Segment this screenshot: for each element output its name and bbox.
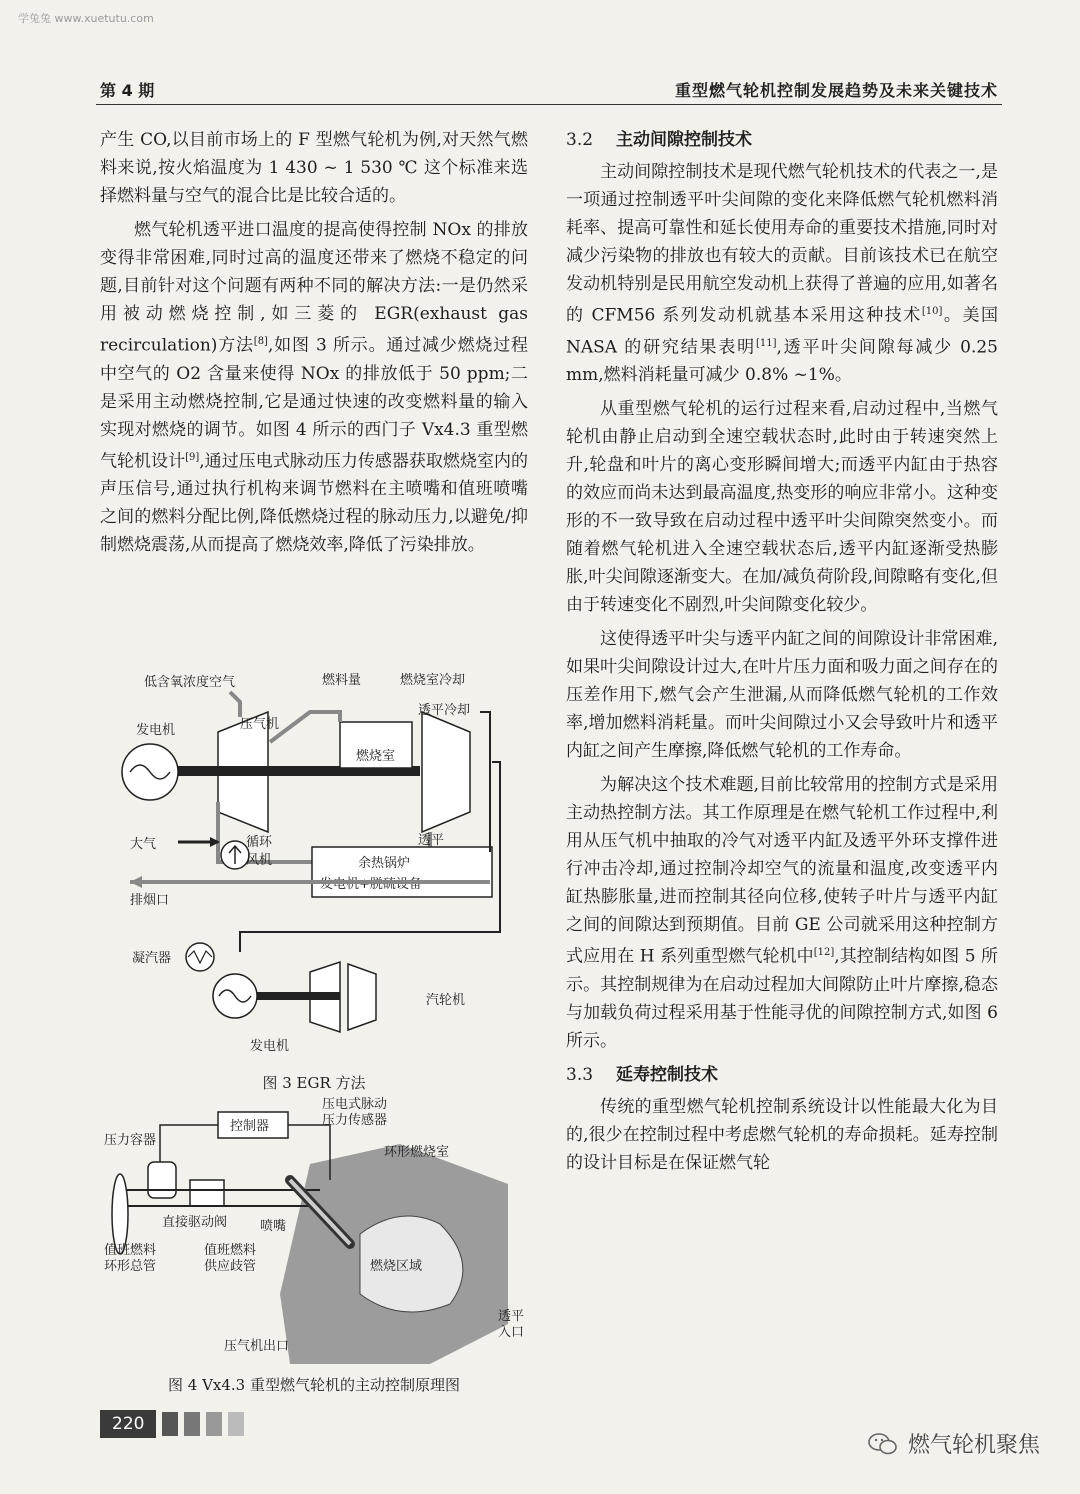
page-number-bar — [100, 1410, 244, 1438]
label: 大气 — [130, 837, 157, 852]
label: 直接驱动阀 — [162, 1215, 228, 1230]
text-run: ,通过压电式脉动压力传感器获取燃烧室内的声压信号,通过执行机构来调节燃料在主喷嘴和值班喷嘴之间的燃料分配比例,降低燃烧过程的脉动压力,以避免/抑制燃烧震荡,从而提高了燃烧效率,降低了污染排放。 — [100, 451, 529, 556]
paragraph: 产生 CO,以目前市场上的 F 型燃气轮机为例,对天然气燃料来说,按火焰温度为 1 430 ~ 1 530 ℃ 这个标准来选择燃料量与空气的混合比是比较合适的。 — [100, 130, 528, 206]
label: 喷嘴 — [260, 1219, 287, 1234]
decor-block — [206, 1412, 222, 1436]
citation[interactable]: [8] — [253, 336, 268, 347]
header-rule — [96, 104, 1002, 105]
text-run: ,其控制结构如图 5 所示。其控制规律为在启动过程加大间隙防止叶片摩擦,稳态与加载负荷过程采用基于性能寻优的间隙控制方式,如图 6 所示。 — [566, 946, 998, 1051]
label: 循环 — [246, 835, 273, 850]
label: 压气机出口 — [224, 1339, 290, 1354]
left-column — [100, 126, 528, 565]
paragraph — [566, 158, 998, 389]
decor-block — [228, 1412, 244, 1436]
figure-4-caption: 图 4 Vx4.3 重型燃气轮机的主动控制原理图 — [168, 1376, 460, 1394]
label: 环形燃烧室 — [384, 1145, 450, 1160]
label: 压电式脉动 — [322, 1097, 388, 1112]
pressure-vessel-icon — [148, 1162, 176, 1198]
running-title: 重型燃气轮机控制发展趋势及未来关键技术 — [674, 81, 998, 100]
label: 汽轮机 — [426, 993, 466, 1008]
direct-valve-icon — [190, 1180, 224, 1206]
label: 供应歧管 — [204, 1259, 257, 1274]
section-heading-3-2 — [566, 126, 998, 154]
text-run: ,透平叶尖间隙每减少 0.25 mm,燃料消耗量可减少 0.8% ~1%。 — [566, 337, 998, 386]
brand-name: 燃气轮机聚焦 — [907, 1433, 1040, 1458]
label: 透平冷却 — [418, 703, 471, 718]
figure-4-active-control-diagram — [100, 1094, 528, 1364]
label: 燃烧区域 — [370, 1259, 423, 1274]
section-heading-3-3 — [566, 1061, 998, 1089]
text-run: 。美国 NASA 的研究结果表明 — [566, 305, 998, 358]
label: 压力容器 — [104, 1133, 157, 1148]
brand-watermark — [868, 1428, 1040, 1459]
label: 燃料量 — [322, 673, 362, 688]
label: 环形总管 — [104, 1259, 157, 1274]
label: 发电机 — [250, 1039, 290, 1054]
label: 值班燃料 — [204, 1243, 257, 1258]
air-flow-line — [270, 712, 340, 742]
label: 风机 — [246, 853, 273, 868]
paragraph — [566, 771, 998, 1055]
label: 发电机 — [136, 723, 176, 738]
section-number: 3.2 — [566, 130, 594, 150]
figure-3-egr-diagram — [100, 672, 528, 1062]
text-run: 为解决这个技术难题,目前比较常用的控制方式是采用主动热控制方法。其工作原理是在燃气轮机工作过程中,利用从压气机中抽取的冷气对透平内缸及透平外环支撑件进行冲击冷却,通过控制冷却空气的流量和温度,改变透平内缸热膨胀量,进而控制其径向位移,使转子叶片与透平内缸之间的间隙达到预期值。目前 GE 公司就采用这种控制方式应用在 H 系列重型燃气轮机中 — [566, 775, 998, 967]
combustor-label: 燃烧室 — [356, 749, 396, 764]
section-number: 3.3 — [566, 1064, 594, 1085]
label: 值班燃料 — [104, 1243, 157, 1258]
figure-3-caption: 图 3 EGR 方法 — [262, 1074, 366, 1092]
label: 入口 — [498, 1325, 525, 1340]
right-column — [566, 126, 998, 1183]
label: 燃烧室冷却 — [400, 673, 466, 688]
controller-label: 控制器 — [230, 1119, 270, 1134]
citation[interactable]: [12] — [813, 947, 835, 959]
decor-block — [184, 1412, 200, 1436]
paragraph: 传统的重型燃气轮机控制系统设计以性能最大化为目的,很少在控制过程中考虑燃气轮机的寿命损耗。延寿控制的设计目标是在保证燃气轮 — [566, 1096, 998, 1173]
decor-block — [162, 1412, 178, 1436]
text-run: ,如图 3 所示。通过减少燃烧过程中空气的 O2 含量来使得 NOx 的排放低于 50 ppm;二是采用主动燃烧控制,它是通过快速的改变燃料量的输入实现对燃烧的调节。如图 4 所示的西门子 Vx4.3 重型燃气轮机设计 — [100, 335, 528, 472]
citation[interactable]: [10] — [921, 306, 943, 317]
watermark: 学兔兔 www.xuetutu.com — [18, 12, 154, 25]
label: 凝汽器 — [132, 951, 172, 966]
pilot-ring-icon — [112, 1174, 128, 1254]
section-title: 延寿控制技术 — [616, 1064, 718, 1085]
label: 压力传感器 — [322, 1113, 388, 1128]
wechat-icon — [868, 1432, 898, 1456]
section-title: 主动间隙控制技术 — [616, 130, 752, 150]
label: 低含氧浓度空气 — [144, 675, 236, 690]
paragraph: 从重型燃气轮机的运行过程来看,启动过程中,当燃气轮机由静止启动到全速空载状态时,此时由于转速突然上升,轮盘和叶片的离心变形瞬间增大;而透平内缸由于热容的效应而尚未达到最高温度,热变形的响应非常小。这种变形的不一致导致在启动过程中透平叶尖间隙突然变小。而随着燃气轮机进入全速空载状态后,透平内缸逐渐受热膨胀,叶尖间隙逐渐变大。在加/减负荷阶段,间隙略有变化,但由于转速变化不剧烈,叶尖间隙变化较少。 — [566, 399, 998, 616]
paragraph — [100, 216, 528, 559]
label: 透平 — [498, 1309, 525, 1324]
hrsg-label: 余热锅炉 — [358, 856, 411, 871]
label: 透平 — [418, 833, 445, 848]
label: 压气机 — [240, 717, 280, 732]
paragraph: 这使得透平叶尖与透平内缸之间的间隙设计非常困难,如果叶尖间隙设计过大,在叶片压力面和吸力面之间存在的压差作用下,燃气会产生泄漏,从而降低燃气轮机的工作效率,增加燃料消耗量。而叶尖间隙过小又会导致叶片和透平内缸之间产生摩擦,降低燃气轮机的工作寿命。 — [566, 629, 998, 762]
citation[interactable]: [9] — [185, 451, 200, 463]
condenser-icon — [186, 943, 214, 971]
page-number: 220 — [100, 1410, 156, 1438]
turbine-shape — [422, 712, 470, 832]
hrsg-label: 发电机+脱硫设备 — [320, 877, 422, 892]
text-run: 燃气轮机透平进口温度的提高使得控制 NOx 的排放变得非常困难,同时过高的温度还带来了燃烧不稳定的问题,目前针对这个问题有两种不同的解决方法:一是仍然采用被动燃烧控制,如三菱的 EGR(exhaust gas recirculation)方法 — [100, 220, 528, 356]
text-run: 主动间隙控制技术是现代燃气轮机技术的代表之一,是一项通过控制透平叶尖间隙的变化来降低燃气轮机燃料消耗率、提高可靠性和延长使用寿命的重要技术措施,同时对减少污染物的排放也有较大的贡献。目前该技术已在航空发动机特别是民用航空发动机上获得了普遍的应用,如著名的 CFM56 系列发动机就基本采用这种技术 — [566, 162, 998, 326]
citation[interactable]: [11] — [755, 337, 777, 349]
issue-label: 第 4 期 — [100, 81, 155, 100]
label: 排烟口 — [130, 893, 170, 908]
